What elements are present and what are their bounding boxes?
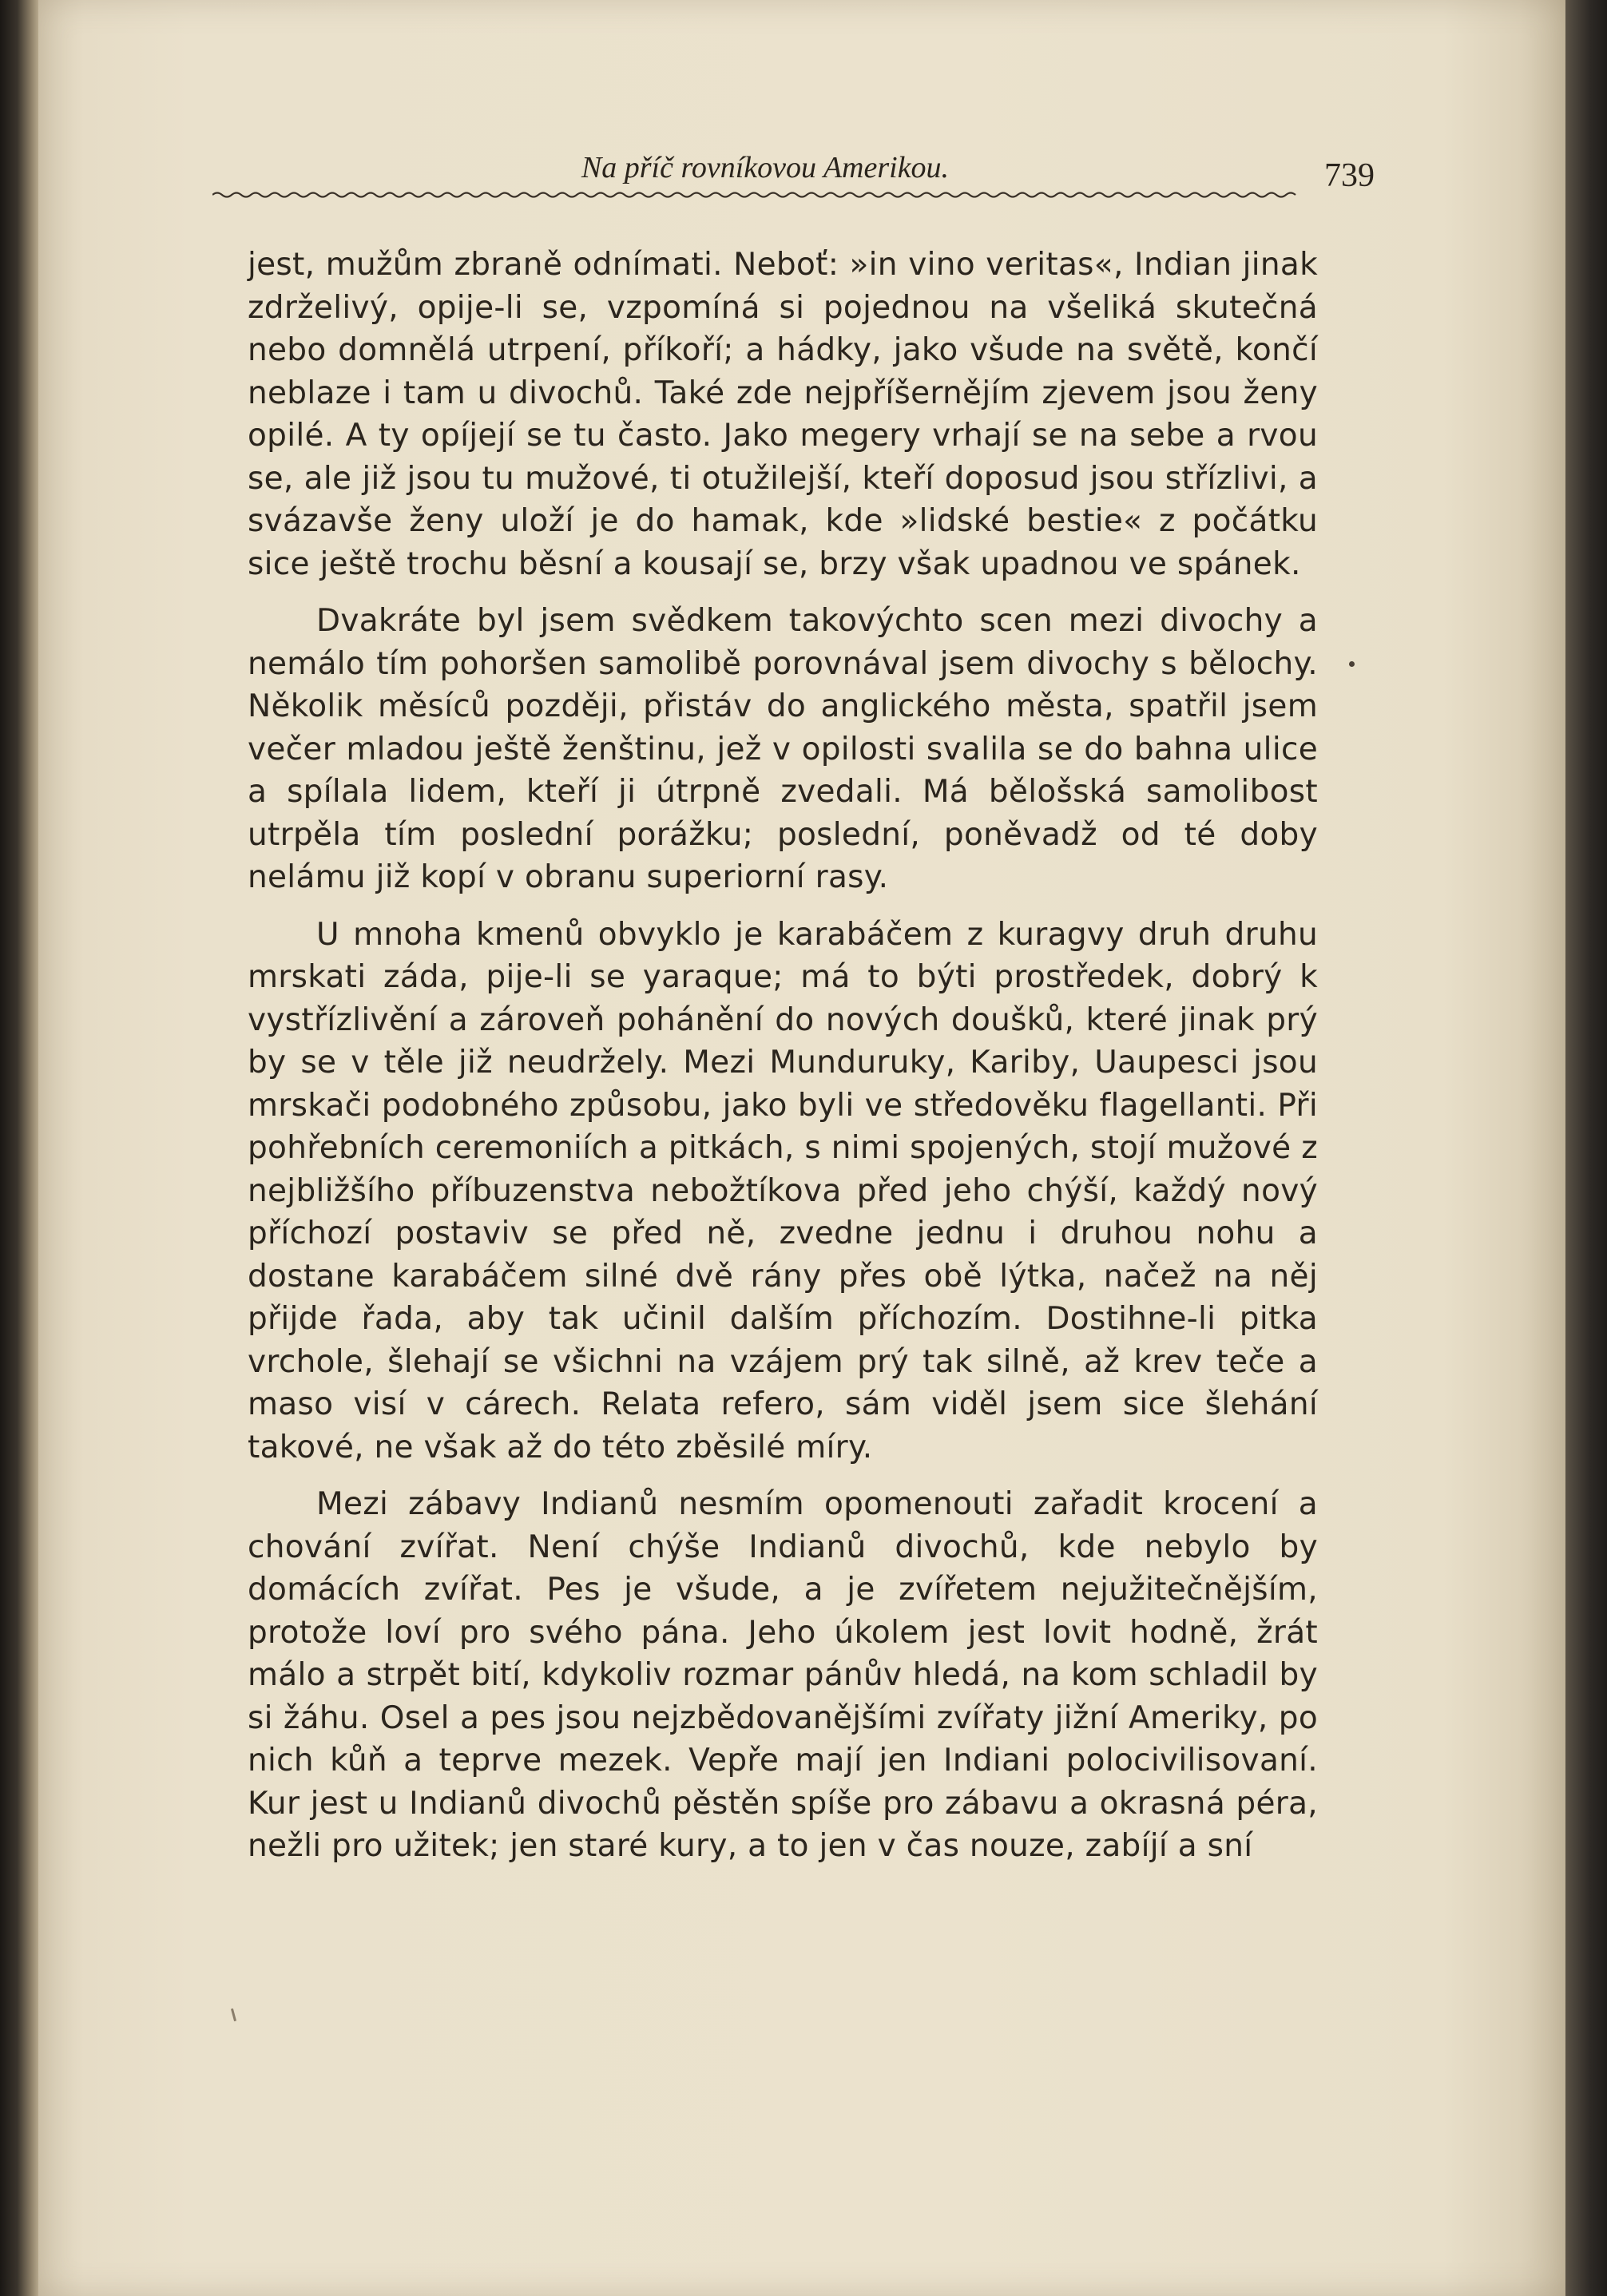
margin-dot-mark bbox=[1349, 661, 1355, 667]
paragraph-3: U mnoha kmenů obvyklo je karabáčem z kuragvy druh druhu mrskati záda, pije-li se yaraque; má to býti prostředek, dobrý k vystřízlivění a zároveň pohánění do nových doušků, které jinak prý by se v těle již neudržely. Mezi Munduruky, Kariby, Uaupesci jsou mrskači podobného způsobu, jako byli ve středověku flagellanti. Při pohřebních ceremoniích a pitkách, s nimi spojených, stojí mužové z nejbližšího příbuzenstva nebožtíkova před jeho chýší, každý nový příchozí postaviv se před ně, zvedne jednu i druhou nohu a dostane karabáčem silné dvě rány přes obě lýtka, načež na něj přijde řada, aby tak učinil dalším příchozím. Dostihne-li pitka vrchole, šlehají se všichni na vzájem prý tak silně, až krev teče a maso visí v cárech. Relata refero, sám viděl jsem sice šlehání takové, ne však až do této zběsilé míry. bbox=[248, 916, 1318, 1465]
page-header bbox=[38, 150, 1565, 198]
paragraph-2: Dvakráte byl jsem svědkem takovýchto scen mezi divochy a nemálo tím pohoršen samolibě porovnával jsem divochy s bělochy. Několik měsíců později, přistáv do anglického města, spatřil jsem večer mladou ještě ženštinu, jež v opilosti svalila se do bahna ulice a spílala lidem, kteří ji útrpně zvedali. Má bělošská samolibost utrpěla tím poslední porážku; poslední, poněvadž od té doby nelámu již kopí v obranu superiorní rasy. bbox=[248, 603, 1318, 895]
page-number: 739 bbox=[1324, 157, 1375, 194]
paragraph-4: Mezi zábavy Indianů nesmím opomenouti zařadit krocení a chování zvířat. Není chýše Indianů divochů, kde nebylo by domácích zvířat. Pes je všude, a je zvířetem nejužitečnějším, protože loví pro svého pána. Jeho úkolem jest lovit hodně, žrát málo a strpět bití, kdykoliv rozmar pánův hledá, na kom schladil by si žáhu. Osel a pes jsou nejzbědovanějšími zvířaty jižní Ameriky, po nich kůň a teprve mezek. Vepře mají jen Indiani polocivilisovaní. Kur jest u Indianů divochů pěstěn spíše pro zábavu a okrasná péra, nežli pro užitek; jen staré kury, a to jen v čas nouze, zabíjí a sní bbox=[248, 1486, 1318, 1864]
paragraph-1: jest, mužům zbraně odnímati. Neboť: »in vino veritas«, Indian jinak zdrželivý, opije-li se, vzpomíná si pojednou na všeliká skutečná nebo domnělá utrpení, příkoří; a hádky, jako všude na světě, končí neblaze i tam u divochů. Také zde nejpříšernějím zjevem jsou ženy opilé. A ty opíjejí se tu často. Jako megery vrhají se na sebe a rvou se, ale již jsou tu mužové, ti otužilejší, kteří doposud jsou střízlivi, a svázavše ženy uloží je do hamak, kde »lidské bestie« z počátku sice ještě trochu běsní a kousají se, brzy však upadnou ve spánek. bbox=[248, 247, 1318, 582]
background-edge bbox=[1565, 0, 1607, 2296]
book-spine-edge bbox=[0, 0, 38, 2296]
book-page bbox=[38, 0, 1565, 2296]
running-title: Na příč rovníkovou Amerikou. bbox=[581, 151, 950, 184]
paper-speck bbox=[231, 2009, 236, 2021]
decorative-wavy-rule bbox=[212, 188, 1327, 200]
body-text bbox=[248, 244, 1318, 1868]
